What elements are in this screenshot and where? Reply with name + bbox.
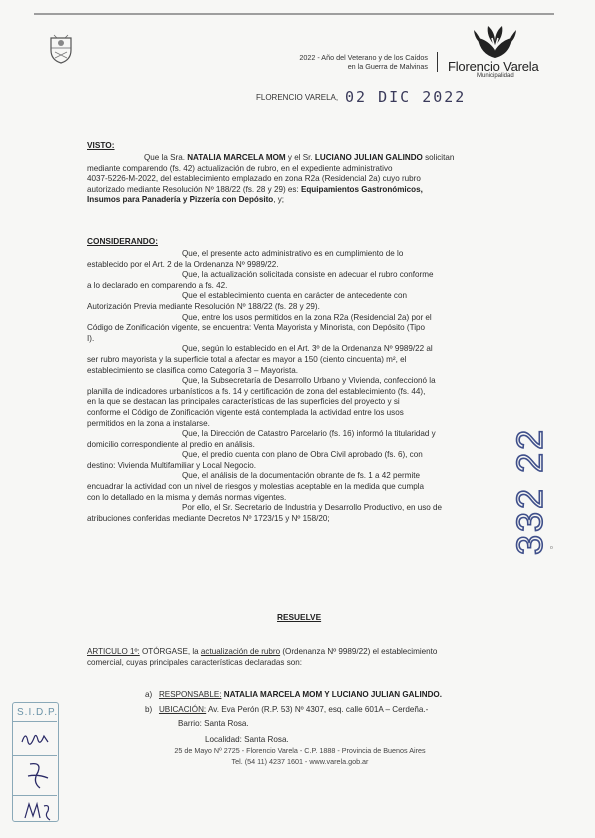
articulo-label: ARTICULO 1º: (87, 647, 140, 656)
considerando-line: Que, entre los usos permitidos en la zona R2a (Residencial 2a) por el (182, 312, 432, 322)
barrio-line: Barrio: Santa Rosa. (178, 719, 249, 728)
considerando-line: I). (87, 333, 95, 343)
articulo-1 (87, 647, 519, 668)
considerando-line: Que, el predio cuenta con plano de Obra Civil aprobado (fs. 6), con (182, 450, 423, 460)
visto-name-1: NATALIA MARCELA MOM (187, 153, 286, 162)
visto-heading: VISTO: (87, 140, 115, 150)
visto-paragraph (87, 153, 519, 206)
considerando-heading: CONSIDERANDO: (87, 236, 158, 246)
considerando-line: Que, la Subsecretaría de Desarrollo Urbano y Vivienda, confeccionó la (182, 376, 436, 386)
articulo-verb: OTÓRGASE, (141, 647, 191, 656)
header-divider (437, 52, 438, 72)
considerando-paragraph (87, 376, 519, 429)
brand-name: Florencio Varela (448, 59, 539, 74)
considerando-line: Por ello, el Sr. Secretario de Industria y Desarrollo Productivo, en uso de (182, 503, 443, 513)
considerando-line: establecido por el Art. 2 de la Ordenanza Nº 9989/22. (87, 259, 279, 269)
considerando-paragraph (87, 471, 519, 503)
handwritten-initials-icon (18, 724, 58, 752)
considerando-line: en la que se destacan las principales características de las superficies del proyecto y si (87, 397, 400, 407)
articulo-mid: la (192, 647, 199, 656)
signature-icon (20, 758, 56, 794)
brand-sub: Municipalidad (477, 73, 514, 79)
visto-line-2: mediante comparendo (fs. 42) actualización de rubro, en el expediente administrativo (87, 163, 393, 173)
considerando-line: destino: Vivienda Multifamiliar y Local Negocio. (87, 460, 257, 470)
stamp-number-text: 332 22 (509, 426, 550, 555)
coat-of-arms-icon (48, 34, 74, 64)
considerando-paragraph (87, 313, 519, 345)
resolution-number-stamp (509, 340, 568, 560)
motto-line-1: 2022 - Año del Veterano y de los Caídos (299, 53, 428, 62)
considerando-paragraph (87, 450, 519, 471)
considerando-line: planilla de indicadores urbanísticos a fs. 14 y certificación de zona del establecimiento (fs. 44), (87, 386, 426, 396)
visto-line-5-end: , y; (273, 195, 285, 205)
considerando-line: establecimiento se clasifica como Categoría 3 – Mayorista. (87, 365, 298, 375)
considerando-body (87, 249, 519, 524)
articulo-rest: (Ordenanza Nº 9989/22) el establecimiento (282, 647, 438, 656)
considerando-paragraph (87, 503, 519, 524)
item-label: RESPONSABLE: (158, 690, 222, 699)
considerando-paragraph (87, 270, 519, 291)
header-motto (248, 53, 428, 71)
item-marker: b) (145, 705, 153, 714)
visto-name-2: LUCIANO JULIAN GALINDO (314, 153, 423, 162)
considerando-line: Que, la Dirección de Catastro Parcelario (fs. 16) informó la titularidad y (182, 429, 436, 439)
considerando-paragraph (87, 249, 519, 270)
articulo-line-2: comercial, cuyas principales características declaradas son: (87, 657, 303, 667)
localidad-line: Localidad: Santa Rosa. (205, 735, 289, 744)
item-marker: a) (145, 690, 153, 699)
visto-rubro-2: Insumos para Panadería y Pizzería con Depósito (87, 195, 274, 205)
considerando-line: permitidos en la zona a instalarse. (87, 418, 210, 428)
considerando-paragraph (87, 291, 519, 312)
top-border (34, 13, 554, 15)
articulo-rubro: actualización de rubro (200, 647, 281, 656)
considerando-line: Que el establecimiento cuenta en carácter de antecedente con (182, 291, 407, 301)
considerando-line: conforme el Código de Zonificación vigente está contemplada la actividad entre los usos (87, 407, 404, 417)
date-stamp: 02 DIC 2022 (345, 88, 467, 106)
list-item (145, 705, 428, 714)
considerando-paragraph (87, 344, 519, 376)
considerando-line: encuadrar la actividad con un nivel de riesgos y molestias aceptable en la medida que cumpla (87, 482, 424, 492)
footer-contact: Tel. (54 11) 4237 1601 - www.varela.gob.ar (231, 757, 369, 766)
resuelve-heading: RESUELVE (277, 612, 322, 622)
visto-rubro-1: Equipamientos Gastronómicos, (300, 184, 423, 194)
considerando-line: con lo detallado en la misma y demás normas vigentes. (87, 492, 287, 502)
considerando-line: a lo declarado en comparendo a fs. 42. (87, 280, 228, 290)
visto-prefix: Que la Sra. (144, 153, 185, 162)
considerando-line: Código de Zonificación vigente, se encuentra: Venta Mayorista y Minorista, con Depósito (Tipo (87, 323, 426, 333)
considerando-line: ser rubro mayorista y la superficie total a afectar es mayor a 150 (ciento cincuenta) m², el (87, 354, 407, 364)
considerando-paragraph (87, 429, 519, 450)
considerando-line: Que, el análisis de la documentación obrante de fs. 1 a 42 permite (182, 471, 421, 481)
sidp-divider (12, 721, 57, 722)
considerando-line: Que, el presente acto administrativo es en cumplimiento de lo (182, 249, 404, 258)
visto-and: y el Sr. (287, 153, 313, 162)
sidp-divider (12, 795, 57, 796)
stamp-mark: o (550, 545, 553, 551)
item-label: UBICACIÓN: (158, 705, 207, 714)
item-value: NATALIA MARCELA MOM Y LUCIANO JULIAN GALINDO. (223, 690, 442, 699)
considerando-line: Autorización Previa mediante Resolución Nº 188/22 (fs. 28 y 29). (87, 301, 320, 311)
visto-line-4: autorizado mediante Resolución Nº 188/22 (fs. 28 y 29) es: (87, 184, 299, 194)
visto-line-3: 4037-5226-M-2022, del establecimiento emplazado en zona R2a (Residencial 2a) cuyo rubro (87, 174, 421, 184)
sidp-label: S.I.D.P. (17, 707, 59, 718)
considerando-line: Que, la actualización solicitada consiste en adecuar el rubro conforme (182, 270, 434, 280)
motto-line-2: en la Guerra de Malvinas (347, 62, 428, 71)
footer-address: 25 de Mayo Nº 2725 - Florencio Varela - C.P. 1888 - Provincia de Buenos Aires (174, 746, 426, 755)
date-place: FLORENCIO VARELA, (256, 93, 339, 102)
handwritten-mark-icon (22, 798, 56, 824)
florencio-varela-logo-icon (470, 24, 520, 60)
considerando-line: Que, según lo establecido en el Art. 3º de la Ordenanza Nº 9989/22 al (182, 344, 433, 354)
item-value: Av. Eva Perón (R.P. 53) Nº 4307, esq. calle 601A – Cerdeña.- (208, 705, 429, 714)
list-item (145, 690, 442, 699)
considerando-line: atribuciones conferidas mediante Decretos Nº 1723/15 y Nº 158/20; (87, 513, 330, 523)
sidp-divider (12, 755, 57, 756)
considerando-line: domicilio correspondiente al predio en análisis. (87, 439, 255, 449)
visto-rest: solicitan (425, 153, 455, 162)
